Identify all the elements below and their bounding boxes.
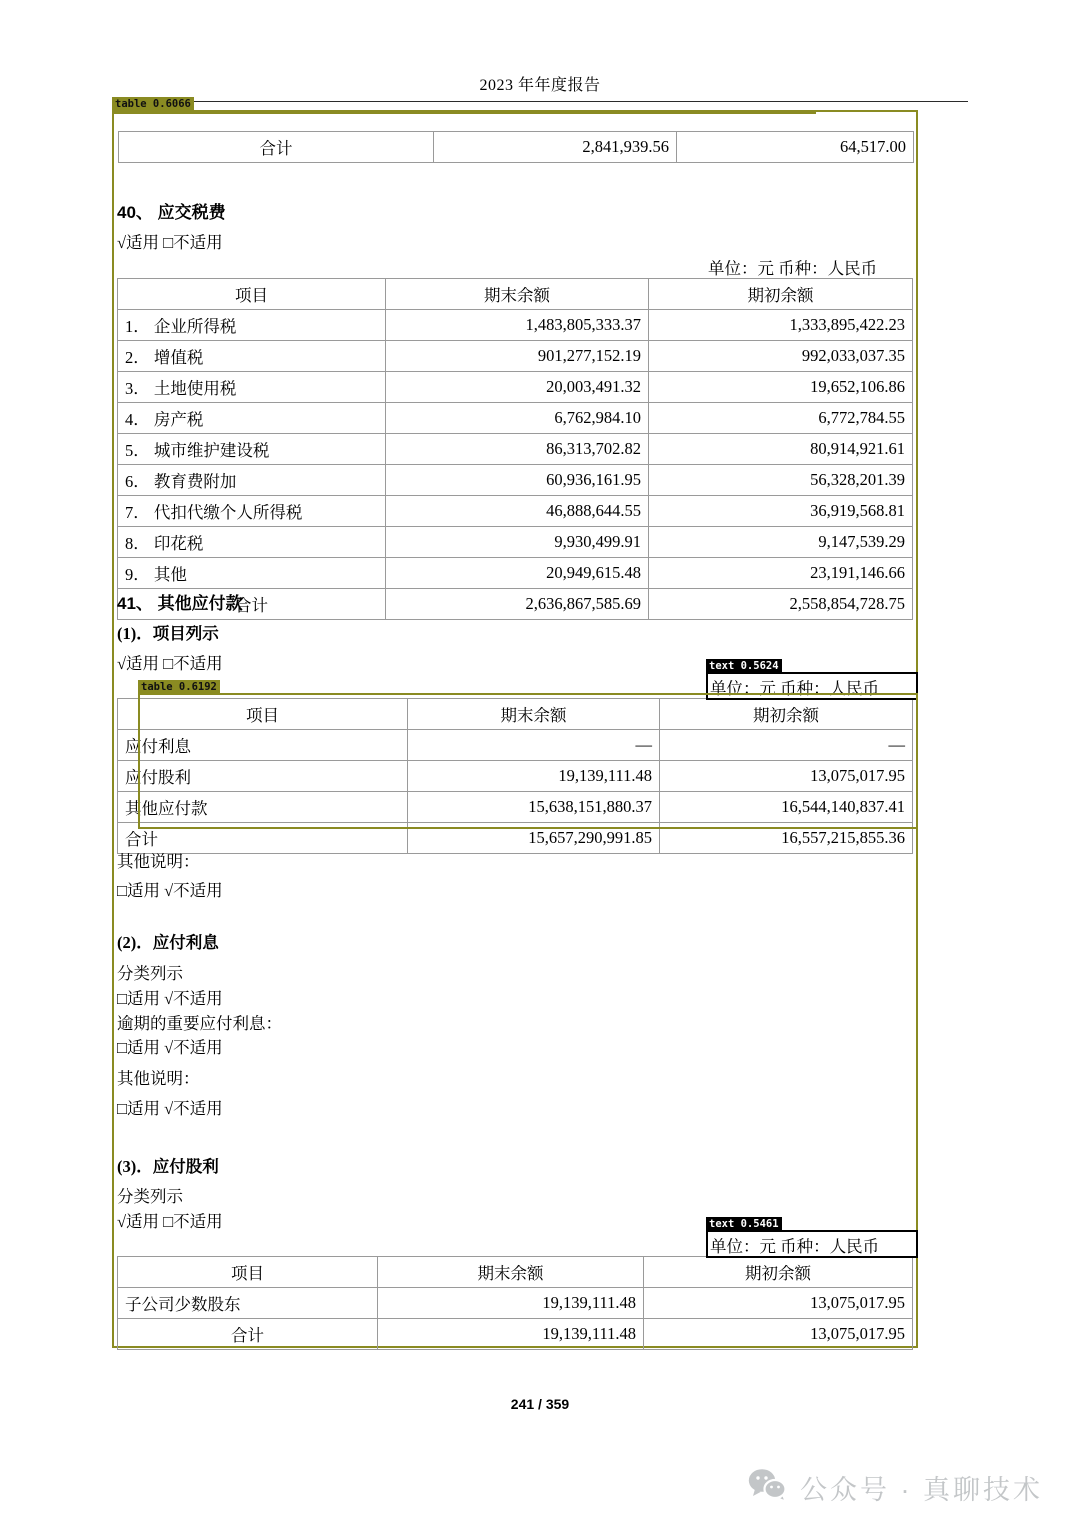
row-no: 8．: [125, 534, 150, 553]
section-40-applicable: √适用 □不适用: [117, 233, 223, 252]
section-41-2-classify-applicable: □适用 √不适用: [117, 989, 223, 1008]
row-end: 19,139,111.48: [408, 761, 660, 792]
row-end: 15,638,151,880.37: [408, 792, 660, 823]
table-header-row: [118, 279, 913, 310]
section-40-table: [117, 278, 913, 620]
section-41-3-classify-applicable: √适用 □不适用: [117, 1212, 223, 1231]
section-41-2-overdue-label: 逾期的重要应付利息：: [117, 1014, 282, 1033]
table-row: [118, 465, 913, 496]
row-begin: 9,147,539.29: [649, 527, 913, 558]
row-begin: 1,333,895,422.23: [649, 310, 913, 341]
table-header-row: [118, 1257, 913, 1288]
row-begin: 19,652,106.86: [649, 372, 913, 403]
wechat-icon: [748, 1468, 788, 1507]
section-41-3-classify-label: 分类列示: [117, 1187, 183, 1206]
col-header-item: 项目: [118, 279, 386, 310]
watermark-text: 公众号 · 真聊技术: [800, 1475, 1043, 1505]
top-total-end: 2,841,939.56: [434, 132, 677, 163]
row-end: 6,762,984.10: [386, 403, 649, 434]
total-begin: 16,557,215,855.36: [660, 823, 913, 854]
section-41-heading: 41、 其他应付款: [117, 594, 243, 613]
detection-label-text-1: text 0.5624: [706, 659, 782, 674]
row-no: 1．: [125, 317, 150, 336]
row-end: 9,930,499.91: [386, 527, 649, 558]
row-no: 3．: [125, 379, 150, 398]
col-header-begin: 期初余额: [644, 1257, 913, 1288]
total-end: 2,636,867,585.69: [386, 589, 649, 620]
row-item: 应付利息: [118, 730, 408, 761]
table-row: [118, 761, 913, 792]
top-total-label: 合计: [119, 132, 434, 163]
section-41-3-heading: (3)．应付股利: [117, 1157, 219, 1176]
section-41-2-note-label: 其他说明：: [117, 1069, 200, 1088]
col-header-end: 期末余额: [408, 699, 660, 730]
detection-label-table-1: table 0.6066: [112, 97, 194, 112]
col-header-item: 项目: [118, 699, 408, 730]
page-number: 241 / 359: [510, 1396, 570, 1412]
row-begin: 36,919,568.81: [649, 496, 913, 527]
row-item: 城市维护建设税: [153, 441, 270, 460]
row-item: 子公司少数股东: [118, 1288, 378, 1319]
row-item: 其他: [153, 565, 187, 584]
section-40-unit-line: 单位：元 币种：人民币: [708, 259, 878, 278]
row-no: 2．: [125, 348, 150, 367]
watermark: [748, 1468, 1043, 1507]
row-item: 增值税: [153, 348, 204, 367]
section-41-2-overdue-applicable: □适用 √不适用: [117, 1038, 223, 1057]
table-row: [118, 558, 913, 589]
row-item: 应付股利: [118, 761, 408, 792]
total-label: 合计: [118, 589, 386, 620]
section-40-heading: 40、 应交税费: [117, 203, 226, 222]
total-begin: 13,075,017.95: [644, 1319, 913, 1350]
row-no: 5．: [125, 441, 150, 460]
col-header-end: 期末余额: [386, 279, 649, 310]
detection-label-text-2: text 0.5461: [706, 1217, 782, 1232]
table-header-row: [118, 699, 913, 730]
row-begin: —: [660, 730, 913, 761]
row-end: 60,936,161.95: [386, 465, 649, 496]
table-row: [118, 792, 913, 823]
section-41-1-applicable: √适用 □不适用: [117, 654, 223, 673]
row-begin: 13,075,017.95: [644, 1288, 913, 1319]
table-total-row: [118, 823, 913, 854]
row-item: 代扣代缴个人所得税: [153, 503, 303, 522]
detection-label-table-2: table 0.6192: [138, 680, 220, 695]
section-41-2-classify-label: 分类列示: [117, 964, 183, 983]
table-row: [119, 132, 914, 163]
section-41-1-heading: (1)．项目列示: [117, 624, 219, 643]
table-total-row: [118, 1319, 913, 1350]
row-item: 土地使用税: [153, 379, 237, 398]
total-label: 合计: [118, 1319, 378, 1350]
section-41-1-unit-line: 单位：元 币种：人民币: [710, 679, 880, 698]
top-summary-table: [118, 131, 914, 163]
section-41-1-note-label: 其他说明：: [117, 852, 200, 871]
row-item: 其他应付款: [118, 792, 408, 823]
row-no: 7．: [125, 503, 150, 522]
top-total-begin: 64,517.00: [677, 132, 914, 163]
row-item: 印花税: [153, 534, 204, 553]
section-41-2-note-applicable: □适用 √不适用: [117, 1099, 223, 1118]
table-row: [118, 341, 913, 372]
row-no: 6．: [125, 472, 150, 491]
row-begin: 992,033,037.35: [649, 341, 913, 372]
row-item: 教育费附加: [153, 472, 237, 491]
page-header-title: 2023 年年度报告: [479, 77, 601, 94]
row-end: 86,313,702.82: [386, 434, 649, 465]
table-row: [118, 310, 913, 341]
section-41-3-unit-line: 单位：元 币种：人民币: [710, 1237, 880, 1256]
row-begin: 80,914,921.61: [649, 434, 913, 465]
row-no: 4．: [125, 410, 150, 429]
col-header-end: 期末余额: [378, 1257, 644, 1288]
total-end: 15,657,290,991.85: [408, 823, 660, 854]
section-41-1-table: [117, 698, 913, 854]
table-row: [118, 1288, 913, 1319]
row-end: 20,003,491.32: [386, 372, 649, 403]
row-begin: 6,772,784.55: [649, 403, 913, 434]
row-end: 1,483,805,333.37: [386, 310, 649, 341]
table-row: [118, 372, 913, 403]
total-end: 19,139,111.48: [378, 1319, 644, 1350]
col-header-begin: 期初余额: [649, 279, 913, 310]
row-end: 46,888,644.55: [386, 496, 649, 527]
col-header-item: 项目: [118, 1257, 378, 1288]
col-header-begin: 期初余额: [660, 699, 913, 730]
row-end: 19,139,111.48: [378, 1288, 644, 1319]
row-end: 20,949,615.48: [386, 558, 649, 589]
table-row: [118, 730, 913, 761]
total-begin: 2,558,854,728.75: [649, 589, 913, 620]
row-end: 901,277,152.19: [386, 341, 649, 372]
section-41-2-heading: (2)．应付利息: [117, 933, 219, 952]
row-item: 企业所得税: [153, 317, 237, 336]
table-row: [118, 434, 913, 465]
row-begin: 23,191,146.66: [649, 558, 913, 589]
section-41-3-table: [117, 1256, 913, 1350]
row-begin: 16,544,140,837.41: [660, 792, 913, 823]
row-item: 房产税: [153, 410, 204, 429]
row-begin: 56,328,201.39: [649, 465, 913, 496]
table-row: [118, 496, 913, 527]
table-row: [118, 403, 913, 434]
table-row: [118, 527, 913, 558]
section-41-1-note-applicable: □适用 √不适用: [117, 881, 223, 900]
total-label: 合计: [118, 823, 408, 854]
row-begin: 13,075,017.95: [660, 761, 913, 792]
row-end: —: [408, 730, 660, 761]
row-no: 9．: [125, 565, 150, 584]
